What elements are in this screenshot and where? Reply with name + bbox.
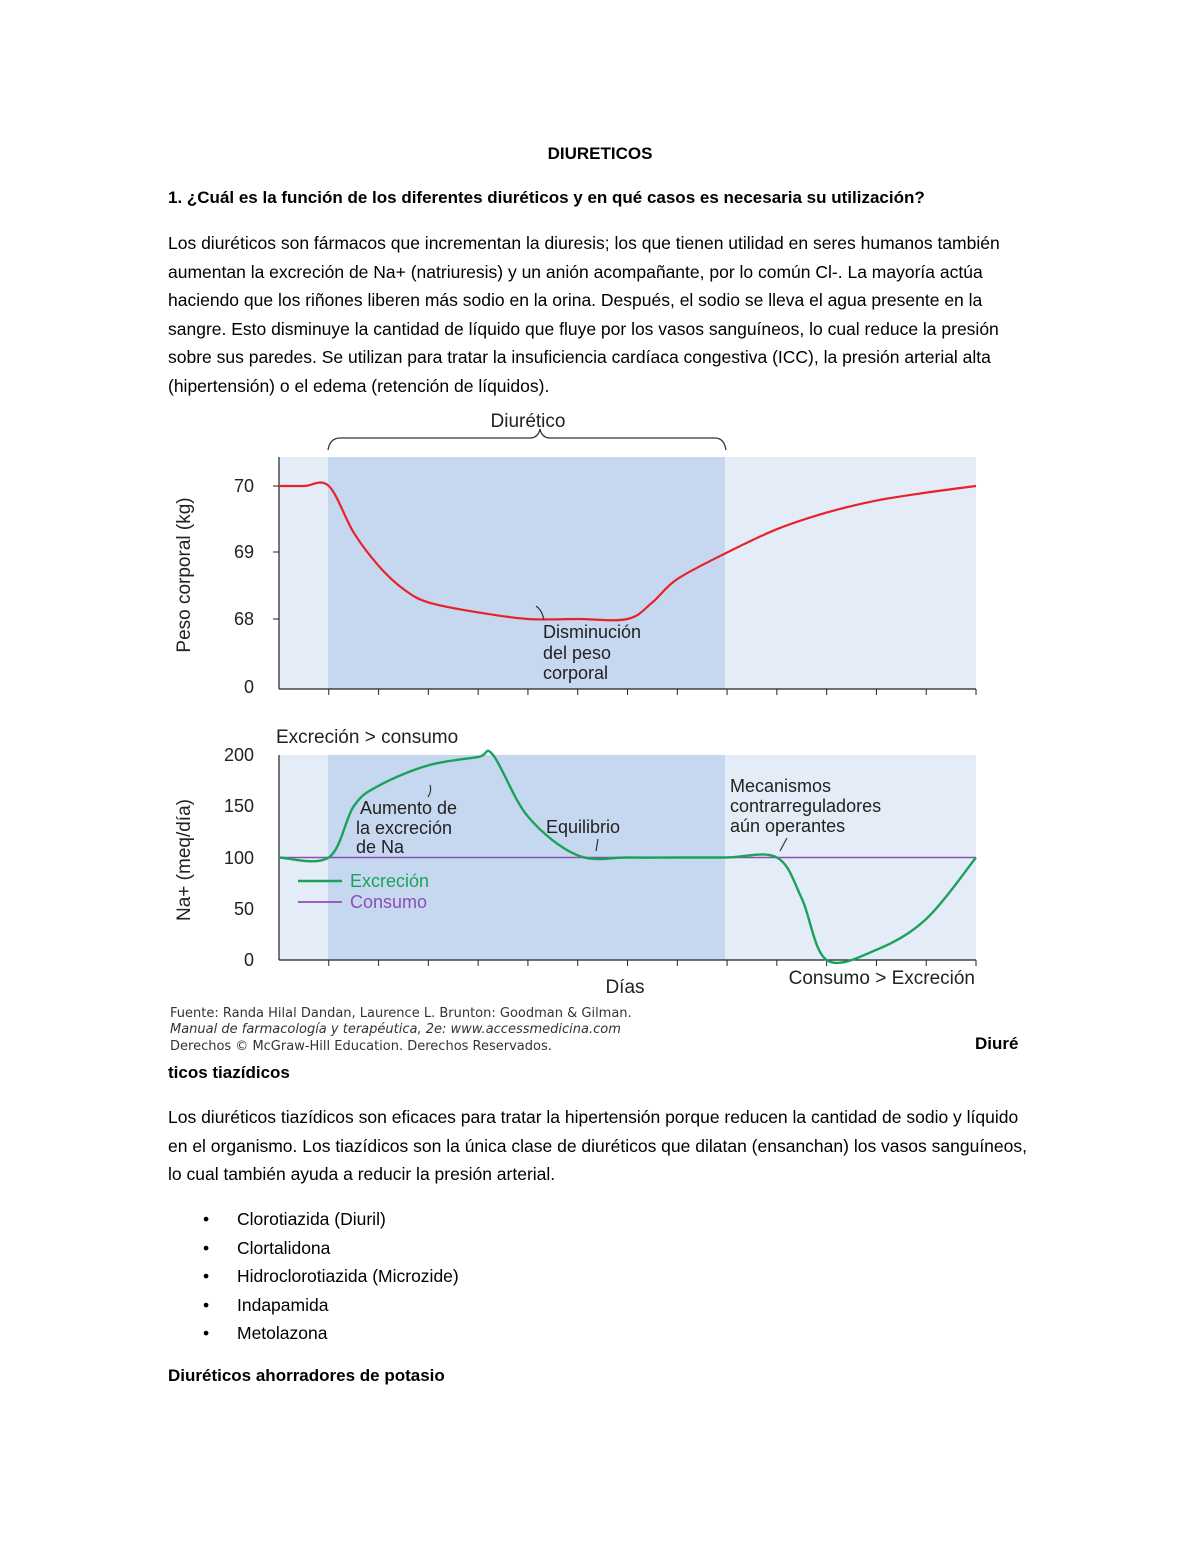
weight-y-label: Peso corporal (kg)	[174, 497, 195, 653]
document-title: DIURETICOS	[547, 144, 653, 163]
sodium-tick-200: 200	[223, 745, 254, 765]
list-item-text: Clorotiazida (Diuril)	[237, 1209, 386, 1229]
bullet-icon: •	[203, 1209, 210, 1229]
bullet-icon: •	[203, 1323, 210, 1343]
list-item	[203, 1291, 459, 1320]
mecanismos-line3: aún operantes	[730, 816, 846, 836]
sodium-tick-0: 0	[243, 950, 254, 970]
brace-label: Diurético	[490, 411, 566, 432]
potassium-heading: Diuréticos ahorradores de potasio	[168, 1366, 445, 1385]
diuretic-charts-svg	[160, 405, 990, 1055]
bullet-icon: •	[203, 1266, 210, 1286]
thiazide-heading-part1: Diuré	[975, 1034, 1019, 1053]
list-item	[203, 1319, 459, 1348]
diuretic-figure	[160, 405, 990, 1055]
weight-chart-diuretic-region	[328, 457, 725, 689]
sodium-x-ticks	[329, 960, 976, 966]
thiazide-list	[203, 1205, 459, 1348]
sodium-y-label: Na+ (meq/día)	[174, 799, 195, 921]
source-line-3: Derechos © McGraw-Hill Education. Derechos Reservados.	[170, 1039, 552, 1054]
equilibrio-label: Equilibrio	[546, 817, 621, 837]
sodium-top-label: Excreción > consumo	[276, 727, 459, 748]
sodium-x-label: Días	[605, 977, 645, 998]
bullet-icon: •	[203, 1294, 210, 1315]
mecanismos-line1: Mecanismos	[730, 776, 832, 796]
weight-annotation-line2: del peso	[543, 643, 612, 663]
aumento-line2: la excreción	[356, 818, 453, 838]
sodium-chart	[174, 727, 976, 998]
list-item	[203, 1234, 459, 1263]
aumento-line1: Aumento de	[360, 798, 458, 818]
list-item-text: Indapamida	[237, 1294, 329, 1315]
thiazide-paragraph: Los diuréticos tiazídicos son eficaces para tratar la hipertensión porque reducen la cantidad de sodio y líquido en el organismo. Los tiazídicos son la única clase de diuréticos que dilatan (ensanchan) los vasos sanguíneos, lo cual también ayuda a reducir la presión arterial.	[168, 1107, 1027, 1184]
list-item	[203, 1262, 459, 1291]
weight-tick-0: 0	[243, 677, 254, 697]
weight-tick-68: 68	[233, 609, 254, 629]
mecanismos-line2: contrarreguladores	[730, 796, 882, 816]
legend-excretion-label: Excreción	[350, 871, 430, 891]
list-item-text: Hidroclorotiazida (Microzide)	[237, 1266, 459, 1286]
weight-tick-70: 70	[233, 476, 254, 496]
sodium-tick-100: 100	[223, 848, 254, 868]
legend-intake-label: Consumo	[350, 892, 428, 912]
source-line-1: Fuente: Randa Hilal Dandan, Laurence L. Brunton: Goodman & Gilman.	[170, 1006, 632, 1021]
weight-annotation-line1: Disminución	[543, 622, 642, 642]
sodium-tick-150: 150	[223, 796, 254, 816]
weight-tick-69: 69	[233, 542, 254, 562]
source-line-2: Manual de farmacología y terapéutica, 2e: www.accessmedicina.com	[170, 1022, 621, 1037]
weight-annotation-line3: corporal	[543, 663, 609, 683]
intro-paragraph: Los diuréticos son fármacos que incrementan la diuresis; los que tienen utilidad en seres humanos también aumentan la excreción de Na+ (natriuresis) y un anión acompañante, por lo común Cl-. La mayoría actúa haciendo que los riñones liberen más sodio en la orina. Después, el sodio se lleva el agua presente en la sangre. Esto disminuye la cantidad de líquido que fluye por los vasos sanguíneos, lo cual reduce la presión sobre sus paredes. Se utilizan para tratar la insuficiencia cardíaca congestiva (ICC), la presión arterial alta (hipertensión) o el edema (retención de líquidos).	[168, 233, 1000, 396]
aumento-line3: de Na	[356, 837, 405, 857]
list-item-text: Clortalidona	[237, 1237, 331, 1258]
sodium-bottom-label: Consumo > Excreción	[788, 968, 975, 989]
question-heading: 1. ¿Cuál es la función de los diferentes diuréticos y en qué casos es necesaria su utilización?	[168, 188, 925, 207]
sodium-tick-50: 50	[233, 899, 254, 919]
weight-x-ticks	[329, 689, 976, 695]
diuretic-brace	[328, 429, 726, 450]
list-item	[203, 1205, 459, 1234]
weight-chart	[174, 457, 976, 697]
list-item-text: Metolazona	[237, 1323, 328, 1343]
thiazide-heading-part2: ticos tiazídicos	[168, 1063, 290, 1082]
bullet-icon: •	[203, 1237, 210, 1258]
